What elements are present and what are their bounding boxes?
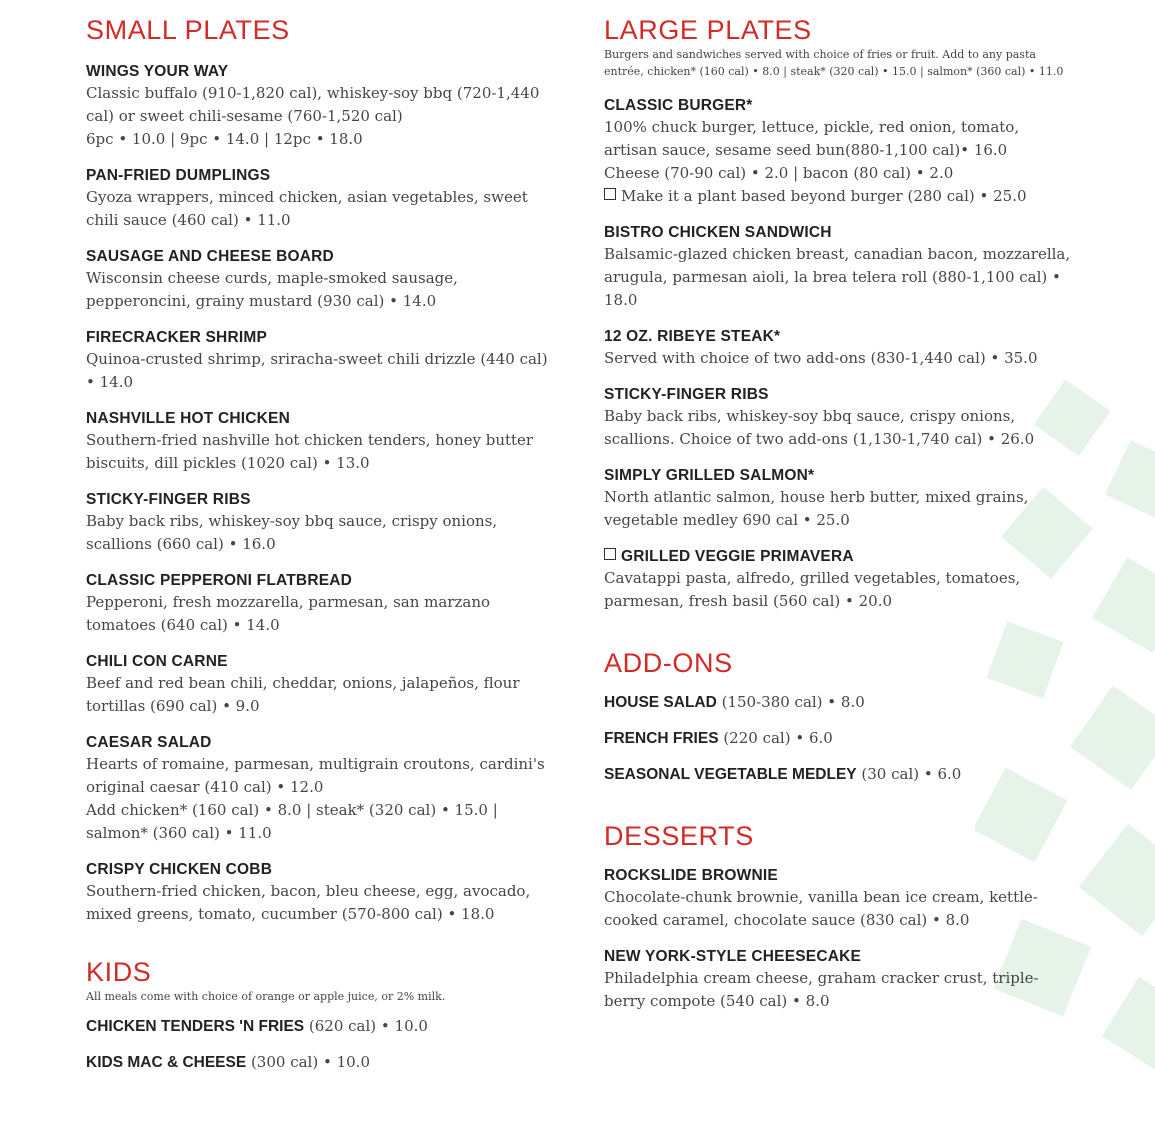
item-name: STICKY-FINGER RIBS [86, 491, 251, 508]
item-name: CRISPY CHICKEN COBB [86, 861, 273, 878]
menu-item [86, 62, 556, 151]
item-description: Hearts of romaine, parmesan, multigrain croutons, cardini's original caesar (410 cal) • 12.0 [86, 755, 545, 796]
menu-item [604, 466, 1074, 532]
kids-item [86, 1015, 556, 1038]
item-name: NEW YORK-STYLE CHEESECAKE [604, 948, 862, 965]
item-detail: (150-380 cal) • 8.0 [716, 693, 865, 711]
item-description: 100% chuck burger, lettuce, pickle, red onion, tomato, artisan sauce, sesame seed bun(880-1,100 cal)• 16.0 [604, 118, 1020, 159]
item-name: FRENCH FRIES [604, 730, 719, 747]
item-description: Balsamic-glazed chicken breast, canadian bacon, mozzarella, arugula, parmesan aioli, la brea telera roll (880-1,100 cal) • 18.0 [604, 245, 1071, 309]
item-name: FIRECRACKER SHRIMP [86, 329, 267, 346]
menu-item [86, 733, 556, 845]
menu-item [86, 328, 556, 394]
menu-item [604, 547, 1074, 613]
item-description: Southern-fried chicken, bacon, bleu cheese, egg, avocado, mixed greens, tomato, cucumber (570-800 cal) • 18.0 [86, 882, 531, 923]
item-name: CHILI CON CARNE [86, 653, 228, 670]
checkbox-icon [604, 548, 616, 560]
menu-item [604, 223, 1074, 312]
menu-item [604, 385, 1074, 451]
item-prices: 6pc • 10.0 | 9pc • 14.0 | 12pc • 18.0 [86, 130, 363, 148]
item-addons: Add chicken* (160 cal) • 8.0 | steak* (320 cal) • 15.0 | salmon* (360 cal) • 11.0 [86, 801, 498, 842]
menu-item [604, 947, 1074, 1013]
item-description: Chocolate-chunk brownie, vanilla bean ice cream, kettle-cooked caramel, chocolate sauce (830 cal) • 8.0 [604, 888, 1038, 929]
item-name: 12 OZ. RIBEYE STEAK* [604, 328, 781, 345]
kids-note: All meals come with choice of orange or apple juice, or 2% milk. [86, 990, 446, 1003]
item-name: NASHVILLE HOT CHICKEN [86, 410, 290, 427]
kids-title: KIDS [86, 957, 152, 987]
add-ons-title: ADD-ONS [604, 648, 733, 678]
item-name: SEASONAL VEGETABLE MEDLEY [604, 766, 857, 783]
item-description: Pepperoni, fresh mozzarella, parmesan, san marzano tomatoes (640 cal) • 14.0 [86, 593, 491, 634]
add-on-item [604, 691, 1074, 714]
item-name: CHICKEN TENDERS 'N FRIES [86, 1018, 305, 1035]
item-name: SIMPLY GRILLED SALMON* [604, 467, 815, 484]
item-description: Wisconsin cheese curds, maple-smoked sausage, pepperoncini, grainy mustard (930 cal) • 14.0 [86, 269, 458, 310]
item-name: HOUSE SALAD [604, 694, 717, 711]
menu-item [86, 652, 556, 718]
menu-item [604, 96, 1074, 208]
item-name: CLASSIC PEPPERONI FLATBREAD [86, 572, 353, 589]
item-name-row [604, 547, 1074, 567]
item-description: Served with choice of two add-ons (830-1,440 cal) • 35.0 [604, 349, 1038, 367]
item-name: STICKY-FINGER RIBS [604, 386, 769, 403]
item-option [604, 185, 1074, 208]
checkbox-icon [604, 188, 616, 200]
item-name: ROCKSLIDE BROWNIE [604, 867, 778, 884]
item-description: Gyoza wrappers, minced chicken, asian vegetables, sweet chili sauce (460 cal) • 11.0 [86, 188, 528, 229]
item-description: Southern-fried nashville hot chicken tenders, honey butter biscuits, dill pickles (1020 cal) • 13.0 [86, 431, 534, 472]
item-detail: (220 cal) • 6.0 [718, 729, 833, 747]
item-name: BISTRO CHICKEN SANDWICH [604, 224, 832, 241]
menu-item [86, 166, 556, 232]
item-name: KIDS MAC & CHEESE [86, 1054, 247, 1071]
add-on-item [604, 727, 1074, 750]
kids-item [86, 1051, 556, 1074]
option-text: Make it a plant based beyond burger (280 cal) • 25.0 [621, 187, 1027, 205]
item-name: CAESAR SALAD [86, 734, 212, 751]
small-plates-title: SMALL PLATES [86, 15, 290, 45]
item-description: North atlantic salmon, house herb butter, mixed grains, vegetable medley 690 cal • 25.0 [604, 488, 1029, 529]
large-plates-title: LARGE PLATES [604, 15, 812, 45]
desserts-title: DESSERTS [604, 821, 754, 851]
large-plates-note: Burgers and sandwiches served with choice of fries or fruit. Add to any pasta entrée, chicken* (160 cal) • 8.0 | steak* (320 cal) • 15.0 | salmon* (360 cal) • 11.0 [604, 48, 1064, 78]
menu-item [86, 247, 556, 313]
item-description: Cavatappi pasta, alfredo, grilled vegetables, tomatoes, parmesan, fresh basil (560 cal) • 20.0 [604, 569, 1021, 610]
item-detail: (300 cal) • 10.0 [246, 1053, 370, 1071]
menu-item [86, 860, 556, 926]
item-description: Classic buffalo (910-1,820 cal), whiskey-soy bbq (720-1,440 cal) or sweet chili-sesame (760-1,520 cal) [86, 84, 540, 125]
add-on-item [604, 763, 1074, 786]
item-description: Baby back ribs, whiskey-soy bbq sauce, crispy onions, scallions. Choice of two add-ons (1,130-1,740 cal) • 26.0 [604, 407, 1035, 448]
menu-item [604, 327, 1074, 370]
item-description: Beef and red bean chili, cheddar, onions, jalapeños, flour tortillas (690 cal) • 9.0 [86, 674, 520, 715]
menu-item [604, 866, 1074, 932]
item-detail: (30 cal) • 6.0 [856, 765, 962, 783]
item-extras: Cheese (70-90 cal) • 2.0 | bacon (80 cal) • 2.0 [604, 164, 954, 182]
left-column [86, 14, 556, 1087]
item-name: PAN-FRIED DUMPLINGS [86, 167, 271, 184]
item-description: Baby back ribs, whiskey-soy bbq sauce, crispy onions, scallions (660 cal) • 16.0 [86, 512, 498, 553]
item-name: GRILLED VEGGIE PRIMAVERA [621, 548, 854, 565]
right-column [604, 14, 1074, 1028]
item-detail: (620 cal) • 10.0 [304, 1017, 428, 1035]
item-name: CLASSIC BURGER* [604, 97, 753, 114]
item-name: SAUSAGE AND CHEESE BOARD [86, 248, 334, 265]
menu-item [86, 490, 556, 556]
item-name: WINGS YOUR WAY [86, 63, 229, 80]
item-description: Philadelphia cream cheese, graham cracker crust, triple-berry compote (540 cal) • 8.0 [604, 969, 1039, 1010]
menu-item [86, 409, 556, 475]
item-description: Quinoa-crusted shrimp, sriracha-sweet chili drizzle (440 cal) • 14.0 [86, 350, 548, 391]
menu-item [86, 571, 556, 637]
